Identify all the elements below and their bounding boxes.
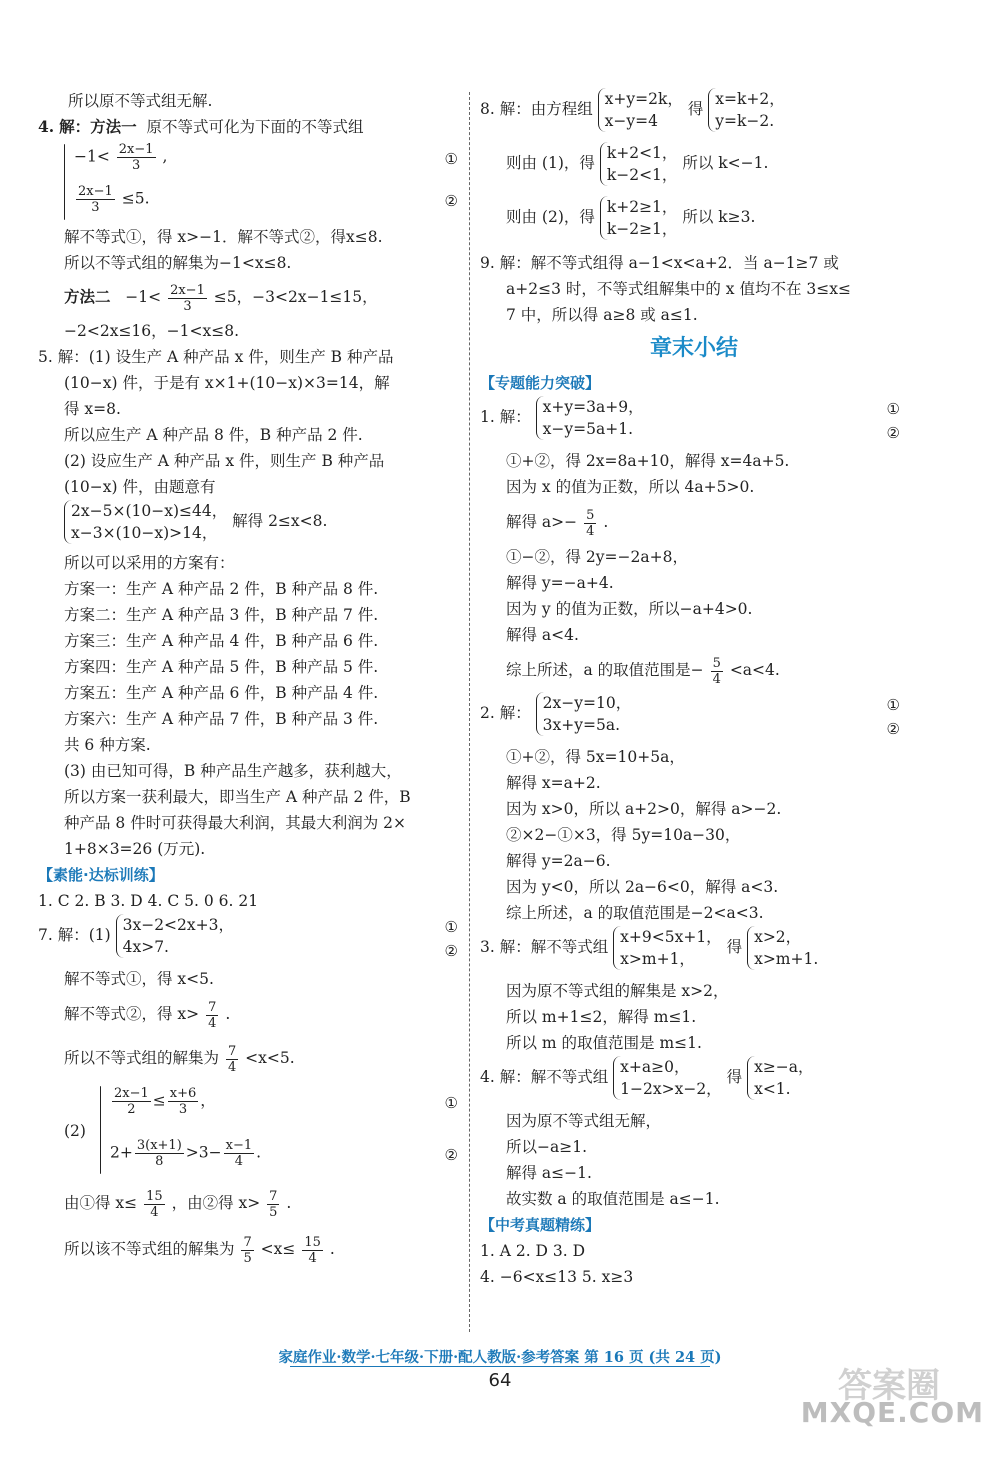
equation-marker: ② <box>886 424 900 442</box>
method-label: 解：方法一 <box>59 117 137 136</box>
system-row <box>110 1138 261 1169</box>
fraction: $\frac{7}{4}$ <box>227 1043 237 1075</box>
equation-marker: ① <box>444 1094 458 1112</box>
equation-marker: ② <box>444 192 458 210</box>
system-row: x>2， <box>754 928 802 946</box>
fraction: $\frac{2x-1}{2}$ <box>114 1086 149 1117</box>
text-line: 7 中，所以得 a≥8 或 a≤1. <box>506 306 698 324</box>
page-number: 64 <box>488 1370 512 1391</box>
text: . <box>329 1240 335 1258</box>
system-row: 2x−5×(10−x)≤44， <box>71 502 228 520</box>
method-label: 方法二 <box>64 287 111 306</box>
text-line <box>480 648 908 692</box>
system-row: k+2<1， <box>606 144 678 162</box>
problem-label: (2) <box>64 1122 86 1140</box>
problem-7-part-2 <box>38 1080 466 1180</box>
equation-marker: ① <box>444 918 458 936</box>
text-line: ①+②，得 2x=8a+10，解得 x=4a+5. <box>506 452 790 470</box>
problem-label: 1. 解： <box>480 408 531 426</box>
text-line: 解得 y=2a−6. <box>506 852 611 870</box>
fraction: $\frac{15}{4}$ <box>304 1234 321 1266</box>
system-row: x=k+2， <box>715 90 785 108</box>
text-line: (2) 设应生产 A 种产品 x 件，则生产 B 种产品 <box>64 452 385 470</box>
problem-number: 4. <box>38 117 55 136</box>
text-line: ①+②，得 5x=10+5a， <box>506 748 685 766</box>
answer-line: 4. −6<x≤13 5. x≥3 <box>480 1268 634 1286</box>
text-line: 得 x=8. <box>64 400 121 418</box>
system <box>708 88 784 132</box>
text-line: 原不等式可化为下面的不等式组 <box>146 118 364 136</box>
plan-item: 方案六：生产 A 种产品 7 件，B 种产品 3 件. <box>64 710 379 728</box>
fraction: $\frac{7}{4}$ <box>208 999 217 1031</box>
plan-item: 方案五：生产 A 种产品 6 件，B 种产品 4 件. <box>64 684 379 702</box>
problem-4 <box>480 1056 908 1108</box>
answer-line: 1. C 2. B 3. D 4. C 5. 0 6. 21 <box>38 892 259 910</box>
text-line <box>38 992 466 1036</box>
system-row <box>74 142 167 173</box>
text-line: −2<2x≤16，−1<x≤8. <box>64 322 240 340</box>
problem-7-part-1 <box>38 914 466 966</box>
fraction: $\frac{3(x+1)}{8}$ <box>136 1138 182 1169</box>
system <box>613 926 722 970</box>
text: ≤5. <box>121 189 150 208</box>
text: 则由 (1)，得 <box>506 154 595 172</box>
text: 解不等式②，得 x> <box>64 1005 200 1023</box>
answer-line: 1. A 2. D 3. D <box>480 1242 586 1260</box>
watermark-text: MXQE.COM <box>800 1396 984 1429</box>
inequality-system <box>38 140 466 224</box>
inequality-system <box>38 500 466 550</box>
text-line <box>480 142 908 196</box>
text: 所以该不等式组的解集为 <box>64 1240 235 1258</box>
problem-label: 2. 解： <box>480 704 531 722</box>
text-line: 因为 x 的值为正数，所以 4a+5>0. <box>506 478 755 496</box>
problem-4 <box>38 114 466 140</box>
system <box>536 692 632 736</box>
system-row: x−y=4 <box>604 112 658 130</box>
equation-marker: ① <box>886 400 900 418</box>
plan-item: 方案三：生产 A 种产品 4 件，B 种产品 6 件. <box>64 632 379 650</box>
fraction: $\frac{2x-1}{3}$ <box>118 142 154 173</box>
section-heading: 【中考真题精练】 <box>480 1216 601 1234</box>
text-line <box>480 500 908 544</box>
text-line: 9. 解：解不等式组得 a−1<x<a+2．当 a−1≥7 或 <box>480 254 839 272</box>
text-line: 故实数 a 的取值范围是 a≤−1. <box>506 1190 720 1208</box>
text-line <box>38 1036 466 1080</box>
text-line: 解不等式①，得 x>−1．解不等式②，得x≤8. <box>64 228 383 246</box>
chapter-title: 章末小结 <box>649 336 738 361</box>
system <box>600 196 678 240</box>
text-line: (10−x) 件，由题意有 <box>64 478 216 496</box>
fraction: $\frac{5}{4}$ <box>586 507 595 539</box>
system-row: 2x−y=10， <box>542 694 632 712</box>
text: <x≤ <box>260 1240 296 1258</box>
text-line: 所以应生产 A 种产品 8 件，B 种产品 2 件. <box>64 426 363 444</box>
section-heading: 【专题能力突破】 <box>480 374 601 392</box>
system-row: k−2≥1， <box>606 220 678 238</box>
text-line: 解得 a≤−1. <box>506 1164 592 1182</box>
text-line: 种产品 8 件时可获得最大利润，其最大利润为 2× <box>64 814 406 832</box>
text: ， <box>200 1091 216 1110</box>
fraction: $\frac{x+6}{3}$ <box>169 1086 197 1117</box>
problem-label: 8. 解：由方程组 <box>480 100 593 118</box>
equation-marker: ② <box>444 942 458 960</box>
system <box>747 926 818 970</box>
footer-rule <box>290 1366 710 1367</box>
system-row: x≥−a， <box>754 1058 814 1076</box>
system-row: x+9<5x+1， <box>620 928 722 946</box>
text: 2+ <box>110 1143 133 1162</box>
text-line: 因为 y 的值为正数，所以−a+4>0. <box>506 600 753 618</box>
text: . <box>286 1194 292 1212</box>
page-footer: 家庭作业·数学·七年级·下册·配人教版·参考答案 第 16 页 (共 24 页) <box>278 1349 722 1366</box>
system-row: x−y=5a+1. <box>542 420 634 438</box>
text: 则由 (2)，得 <box>506 208 595 226</box>
section-heading: 【素能·达标训练】 <box>38 866 164 884</box>
text: 所以 k≥3. <box>682 208 756 226</box>
equation-marker: ① <box>886 696 900 714</box>
text: 解得 a>− <box>506 513 578 531</box>
system-row: 4x>7. <box>122 938 169 956</box>
text: , <box>162 147 168 166</box>
right-column <box>480 88 908 1290</box>
equation-marker: ② <box>444 1146 458 1164</box>
text-line: 所以不等式组的解集为−1<x≤8. <box>64 254 292 272</box>
text: 由①得 x≤ <box>64 1194 138 1212</box>
watermark-logo: 答案圈 <box>838 1366 940 1406</box>
text-line <box>38 1226 466 1272</box>
system-row: x−3×(10−x)>14， <box>71 524 218 542</box>
text: <a<4. <box>729 661 780 679</box>
system-row: x+y=3a+9， <box>542 398 644 416</box>
fraction: $\frac{2x-1}{3}$ <box>78 184 113 215</box>
text: −1< <box>74 147 110 166</box>
system <box>116 914 234 958</box>
text-line: 因为 y<0，所以 2a−6<0，解得 a<3. <box>506 878 779 896</box>
text-line: ②×2−①×3，得 5y=10a−30， <box>506 826 741 844</box>
text: 得 <box>687 100 704 118</box>
brace <box>64 144 65 220</box>
column-divider <box>469 92 470 1332</box>
text: . <box>225 1005 231 1023</box>
text-line: 解得 y=−a+4. <box>506 574 614 592</box>
method-two <box>38 276 466 318</box>
text-line: a+2≤3 时，不等式组解集中的 x 值均不在 3≤x≤ <box>506 280 851 298</box>
text-line: 所以原不等式组无解. <box>68 92 213 110</box>
text-line <box>480 196 908 250</box>
text: −1< <box>125 288 162 306</box>
system <box>747 1056 813 1100</box>
system-row <box>74 184 150 215</box>
text: 综上所述，a 的取值范围是− <box>506 661 704 679</box>
system <box>598 88 683 132</box>
system-row: y=k−2. <box>715 112 775 130</box>
system <box>600 142 678 186</box>
system-row: x+a≥0， <box>620 1058 690 1076</box>
text: . <box>256 1143 262 1162</box>
equation-marker: ① <box>444 150 458 168</box>
system-row: k+2≥1， <box>606 198 678 216</box>
problem-label: 3. 解：解不等式组 <box>480 938 609 956</box>
fraction: $\frac{5}{4}$ <box>712 655 721 687</box>
problem-label: 4. 解：解不等式组 <box>480 1068 609 1086</box>
problem-3 <box>480 926 908 978</box>
system <box>64 500 227 544</box>
system-row: 3x−2<2x+3， <box>122 916 235 934</box>
system-row: x>m+1. <box>754 950 819 968</box>
text-line: 解不等式①，得 x<5. <box>64 970 214 988</box>
text: ≤ <box>152 1091 166 1110</box>
fraction: $\frac{2x-1}{3}$ <box>170 282 205 314</box>
fraction: $\frac{7}{5}$ <box>243 1234 252 1266</box>
system-row: 1−2x>x−2， <box>620 1080 722 1098</box>
fraction: $\frac{7}{5}$ <box>269 1188 278 1220</box>
problem-8 <box>480 88 908 142</box>
text-line: 1+8×3=26 (万元). <box>64 840 206 858</box>
text-line: 5. 解：(1) 设生产 A 种产品 x 件，则生产 B 种产品 <box>38 348 394 366</box>
text-line: 解得 a<4. <box>506 626 579 644</box>
problem-label: 7. 解：(1) <box>38 926 111 944</box>
text-line: 所以 m+1≤2，解得 m≤1. <box>506 1008 697 1026</box>
text-line: 因为 x>0，所以 a+2>0，解得 a>−2. <box>506 800 782 818</box>
text: >3− <box>185 1143 222 1162</box>
system-row: x+y=2k， <box>604 90 683 108</box>
text-line: 所以可以采用的方案有： <box>64 554 235 572</box>
text-line: ①−②，得 2y=−2a+8， <box>506 548 688 566</box>
text: <x<5. <box>245 1049 295 1067</box>
fraction: $\frac{15}{4}$ <box>146 1188 163 1220</box>
text-line: 所以−a≥1. <box>506 1138 588 1156</box>
brace <box>100 1086 101 1174</box>
system-row <box>110 1086 216 1117</box>
text: 所以 k<−1. <box>682 154 769 172</box>
problem-2 <box>480 692 908 744</box>
text-line: 因为原不等式组无解， <box>506 1112 662 1130</box>
plan-item: 方案二：生产 A 种产品 3 件，B 种产品 7 件. <box>64 606 379 624</box>
text: 解得 2≤x<8. <box>232 512 328 530</box>
plan-item: 方案一：生产 A 种产品 2 件，B 种产品 8 件. <box>64 580 379 598</box>
left-column <box>38 88 466 1272</box>
text: ≤5，−3<2x−1≤15， <box>213 288 378 306</box>
text-line: 所以方案一获利最大，即当生产 A 种产品 2 件，B <box>64 788 411 806</box>
text-line: 因为原不等式组的解集是 x>2， <box>506 982 729 1000</box>
text-line: 综上所述，a 的取值范围是−2<a<3. <box>506 904 764 922</box>
text: 得 <box>726 938 743 956</box>
system <box>613 1056 722 1100</box>
system-row: k−2<1， <box>606 166 678 184</box>
system-row: x<1. <box>754 1080 791 1098</box>
text-line: (10−x) 件，于是有 x×1+(10−x)×3=14，解 <box>64 374 390 392</box>
text-line <box>38 1180 466 1226</box>
problem-1 <box>480 396 908 448</box>
text: 得 <box>726 1068 743 1086</box>
text: ，由②得 x> <box>171 1194 261 1212</box>
system <box>536 396 644 440</box>
plan-item: 方案四：生产 A 种产品 5 件，B 种产品 5 件. <box>64 658 379 676</box>
system-row: 3x+y=5a. <box>542 716 621 734</box>
system-row: x>m+1， <box>620 950 695 968</box>
fraction: $\frac{x-1}{4}$ <box>225 1138 253 1169</box>
text-line: 解得 x=a+2. <box>506 774 601 792</box>
text-line: 共 6 种方案. <box>64 736 151 754</box>
text-line: 所以 m 的取值范围是 m≤1. <box>506 1034 702 1052</box>
equation-marker: ② <box>886 720 900 738</box>
text: . <box>603 513 609 531</box>
text-line: (3) 由已知可得，B 种产品生产越多，获利越大， <box>64 762 402 780</box>
text: 所以不等式组的解集为 <box>64 1049 220 1067</box>
